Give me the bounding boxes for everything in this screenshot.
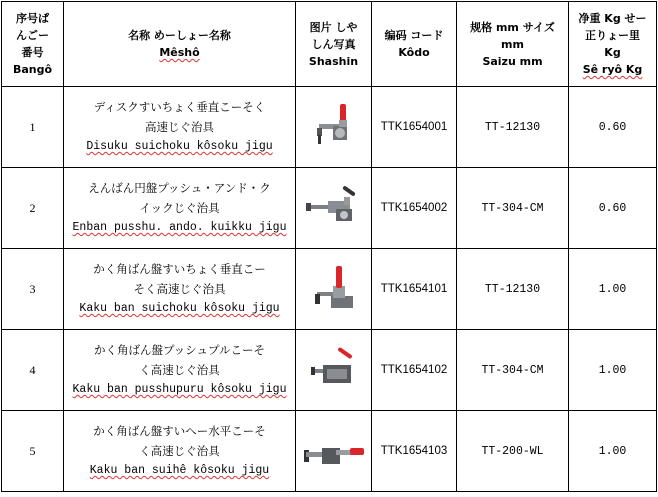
table-row (2, 168, 657, 249)
product-code: TTK1654001 (372, 87, 457, 168)
product-photo (296, 411, 372, 492)
header-code: 编码 コード Kôdo (372, 2, 457, 87)
product-spec: TT-12130 (457, 249, 569, 330)
table-row (2, 87, 657, 168)
table-row (2, 249, 657, 330)
product-code: TTK1654102 (372, 330, 457, 411)
product-name: かく角ばん盤すいちょく垂直こー そく高速じぐ治具 Kaku ban suichoku kôsoku jigu (64, 249, 296, 330)
product-weight: 0.60 (569, 168, 657, 249)
product-photo (296, 330, 372, 411)
push-pull-toggle-clamp-square-icon (309, 345, 359, 395)
row-number: 4 (2, 330, 64, 411)
product-code: TTK1654002 (372, 168, 457, 249)
vertical-toggle-clamp-disc-icon (309, 102, 359, 152)
header-spec: 规格 mm サイズ mm Saizu mm (457, 2, 569, 87)
table-row (2, 411, 657, 492)
product-spec: TT-200-WL (457, 411, 569, 492)
row-number: 5 (2, 411, 64, 492)
header-name: 名称 めーしょー名称 Mêshô (64, 2, 296, 87)
header-picture: 图片 しや しん写真 Shashin (296, 2, 372, 87)
product-spec: TT-304-CM (457, 330, 569, 411)
product-weight: 1.00 (569, 249, 657, 330)
row-number: 2 (2, 168, 64, 249)
product-table (1, 1, 657, 492)
table-row (2, 330, 657, 411)
header-row (2, 2, 657, 87)
product-photo (296, 249, 372, 330)
product-code: TTK1654103 (372, 411, 457, 492)
header-no: 序号ぱ んごー 番号 Bangô (2, 2, 64, 87)
header-weight: 净重 Kg せー 正りょー里 Kg Sê ryô Kg (569, 2, 657, 87)
product-name: えんばん円盤プッシュ・アンド・ク イックじぐ治具 Enban pusshu. ando. kuikku jigu (64, 168, 296, 249)
product-photo (296, 168, 372, 249)
product-spec: TT-304-CM (457, 168, 569, 249)
product-code: TTK1654101 (372, 249, 457, 330)
product-weight: 1.00 (569, 330, 657, 411)
vertical-toggle-clamp-square-icon (309, 264, 359, 314)
row-number: 3 (2, 249, 64, 330)
product-weight: 1.00 (569, 411, 657, 492)
product-weight: 0.60 (569, 87, 657, 168)
product-name: かく角ばん盤プッシュプルこーそ く高速じぐ治具 Kaku ban pusshupuru kôsoku jigu (64, 330, 296, 411)
row-number: 1 (2, 87, 64, 168)
push-pull-toggle-clamp-disc-icon (304, 183, 364, 233)
product-spec: TT-12130 (457, 87, 569, 168)
product-photo (296, 87, 372, 168)
horizontal-toggle-clamp-square-icon (302, 426, 366, 476)
product-name: ディスクすいちょく垂直こーそく 高速じぐ治具 Disuku suichoku kôsoku jigu (64, 87, 296, 168)
product-name: かく角ばん盤すいへー水平こーそ く高速じぐ治具 Kaku ban suihê kôsoku jigu (64, 411, 296, 492)
